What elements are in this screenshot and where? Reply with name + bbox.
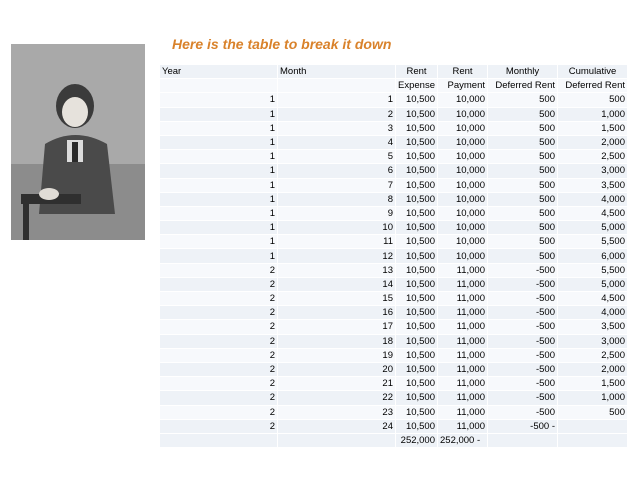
table-cell [160,433,278,447]
table-cell: -500 [488,334,558,348]
table-cell: 10,500 [396,206,438,220]
table-cell: 10,500 [396,419,438,433]
table-cell: 4 [278,135,396,149]
table-cell: 10,500 [396,306,438,320]
table-cell: 10,500 [396,235,438,249]
table-row [160,221,628,235]
table-cell: 11,000 [438,391,488,405]
table-heading: Here is the table to break it down [172,36,392,52]
table-cell [558,433,628,447]
table-cell: 2 [160,277,278,291]
table-cell: 6,000 [558,249,628,263]
table-cell: 2 [160,377,278,391]
table-row [160,107,628,121]
table-cell: Deferred Rent [488,79,558,93]
table-cell: 2 [160,391,278,405]
table-cell: -500 [488,263,558,277]
table-cell: 15 [278,292,396,306]
table-cell: 10,000 [438,164,488,178]
table-row [160,206,628,220]
table-cell: 10,500 [396,150,438,164]
table-cell: 1 [160,135,278,149]
totals-row [160,433,628,447]
table-cell: -500 [488,362,558,376]
table-cell: -500 [488,348,558,362]
table-cell: 2 [160,405,278,419]
portrait-figure-icon [11,44,145,240]
table-cell: 10,500 [396,292,438,306]
table-cell: 3,000 [558,334,628,348]
table-cell: 2,500 [558,150,628,164]
table-cell: 23 [278,405,396,419]
table-cell: 11,000 [438,334,488,348]
table-cell: 10,500 [396,320,438,334]
table-cell: 1 [160,235,278,249]
table-cell [558,419,628,433]
table-cell: 11,000 [438,263,488,277]
header-row [160,79,628,93]
table-cell: 5,000 [558,277,628,291]
table-cell [488,433,558,447]
table-cell: 17 [278,320,396,334]
table-cell: 1,500 [558,377,628,391]
table-cell: 16 [278,306,396,320]
table-cell: 2,000 [558,362,628,376]
table-cell: 10,500 [396,405,438,419]
table-cell: 10,500 [396,377,438,391]
table-cell: 10 [278,221,396,235]
table-cell: 500 [488,150,558,164]
table-cell: 2 [160,419,278,433]
table-row [160,93,628,107]
table-cell: 10,500 [396,164,438,178]
table-row [160,419,628,433]
table-cell: 2 [160,320,278,334]
table-row [160,135,628,149]
table-row [160,150,628,164]
table-row [160,391,628,405]
table-cell: 10,000 [438,178,488,192]
table-cell: 1 [160,206,278,220]
table-cell: 10,000 [438,221,488,235]
table-cell: 11,000 [438,306,488,320]
table-cell: 11,000 [438,362,488,376]
table-cell: 10,000 [438,93,488,107]
table-cell: 10,000 [438,107,488,121]
table-row [160,334,628,348]
table-cell: 4,000 [558,306,628,320]
table-cell: 1 [160,221,278,235]
table-cell: -500 [488,306,558,320]
table-cell: 10,500 [396,178,438,192]
table-cell: 10,500 [396,107,438,121]
table-cell: 3,500 [558,320,628,334]
table-cell: Rent [438,65,488,79]
table-cell: 1 [278,93,396,107]
table-cell: 9 [278,206,396,220]
table-cell: 1 [160,249,278,263]
table-cell: 14 [278,277,396,291]
table-cell: 2,500 [558,348,628,362]
table-cell: Month [278,65,396,79]
table-cell: 2 [160,362,278,376]
table-row [160,121,628,135]
table-cell: 500 [558,93,628,107]
table-cell: 18 [278,334,396,348]
table-cell: -500 [488,320,558,334]
table-cell: 11,000 [438,348,488,362]
table-cell: 21 [278,377,396,391]
table-row [160,405,628,419]
deferred-rent-table [159,64,628,448]
table-cell: 10,500 [396,192,438,206]
table-cell: 11,000 [438,419,488,433]
table-cell: -500 [488,292,558,306]
table-cell: 500 [488,107,558,121]
table-cell: 10,500 [396,135,438,149]
table-cell: Monthly [488,65,558,79]
table-cell: 1 [160,192,278,206]
table-cell: 22 [278,391,396,405]
table-cell: 6 [278,164,396,178]
table-row [160,306,628,320]
table-cell: 500 [488,135,558,149]
table-cell: 10,500 [396,348,438,362]
table-cell: 10,500 [396,362,438,376]
header-row [160,65,628,79]
table-cell: 500 [488,221,558,235]
table-cell: 10,000 [438,192,488,206]
table-cell: 3 [278,121,396,135]
table-cell: 10,500 [396,121,438,135]
table-cell: 10,500 [396,249,438,263]
table-cell: 7 [278,178,396,192]
table-cell: Year [160,65,278,79]
table-cell: 500 [488,164,558,178]
table-cell: 11,000 [438,292,488,306]
table-row [160,164,628,178]
table-cell: 10,500 [396,263,438,277]
table-cell: 1,500 [558,121,628,135]
table-cell: 1 [160,121,278,135]
table-cell: 1 [160,150,278,164]
table-cell: 3,500 [558,178,628,192]
table-cell: 500 [488,249,558,263]
table-cell: -500 - [488,419,558,433]
table-cell: 2 [160,306,278,320]
table-cell: 10,500 [396,277,438,291]
table-cell: 11,000 [438,320,488,334]
table-cell: 20 [278,362,396,376]
table-cell: 2 [160,348,278,362]
table-cell: 4,500 [558,206,628,220]
table-cell: 24 [278,419,396,433]
table-cell: 2 [160,334,278,348]
table-cell: 4,500 [558,292,628,306]
table-cell: 1 [160,107,278,121]
table-cell: 1 [160,93,278,107]
table-row [160,192,628,206]
table-cell: 1 [160,164,278,178]
table-cell: 10,000 [438,150,488,164]
table-row [160,178,628,192]
table-cell: Cumulative [558,65,628,79]
table-cell: 252,000 - [438,433,488,447]
table-cell: Payment [438,79,488,93]
table-cell: -500 [488,277,558,291]
table-cell: 500 [488,235,558,249]
table-cell: Rent [396,65,438,79]
table-cell: 10,000 [438,249,488,263]
table-cell: 11,000 [438,277,488,291]
table-row [160,362,628,376]
table-row [160,249,628,263]
table-cell: -500 [488,391,558,405]
table-row [160,377,628,391]
table-cell: 19 [278,348,396,362]
table-row [160,292,628,306]
table-row [160,263,628,277]
table-cell: 2 [160,292,278,306]
table-cell: Deferred Rent [558,79,628,93]
table-cell: 10,500 [396,334,438,348]
table-cell: 10,000 [438,235,488,249]
table-cell: 500 [488,121,558,135]
table-cell: 10,000 [438,135,488,149]
table-cell: 1 [160,178,278,192]
table-row [160,348,628,362]
table-cell: 2 [160,263,278,277]
table-row [160,277,628,291]
table-cell: 3,000 [558,164,628,178]
table-cell: 5,000 [558,221,628,235]
table-cell: 10,500 [396,221,438,235]
table-cell: Expense [396,79,438,93]
table-cell: 252,000 [396,433,438,447]
table-cell: 2 [278,107,396,121]
table-cell: 1,000 [558,391,628,405]
table-cell: 500 [488,93,558,107]
table-cell: 10,000 [438,206,488,220]
table-cell: 10,000 [438,121,488,135]
table-cell: 12 [278,249,396,263]
table-cell: 8 [278,192,396,206]
table-body [160,65,628,448]
table-cell: 500 [488,178,558,192]
table-row [160,235,628,249]
table-cell: 500 [488,192,558,206]
table-cell: 500 [558,405,628,419]
table-cell: 10,500 [396,93,438,107]
table-cell: 5 [278,150,396,164]
table-cell: 2,000 [558,135,628,149]
table-cell [160,79,278,93]
table-cell: -500 [488,377,558,391]
table-cell [278,433,396,447]
table-cell: 11,000 [438,405,488,419]
table-row [160,320,628,334]
table-cell: 13 [278,263,396,277]
table-cell: 10,500 [396,391,438,405]
portrait-photo [11,44,145,240]
table-cell: -500 [488,405,558,419]
table-cell: 4,000 [558,192,628,206]
table-cell: 5,500 [558,235,628,249]
table-cell [278,79,396,93]
table-cell: 11,000 [438,377,488,391]
table-cell: 500 [488,206,558,220]
table-cell: 1,000 [558,107,628,121]
table-cell: 11 [278,235,396,249]
table-cell: 5,500 [558,263,628,277]
